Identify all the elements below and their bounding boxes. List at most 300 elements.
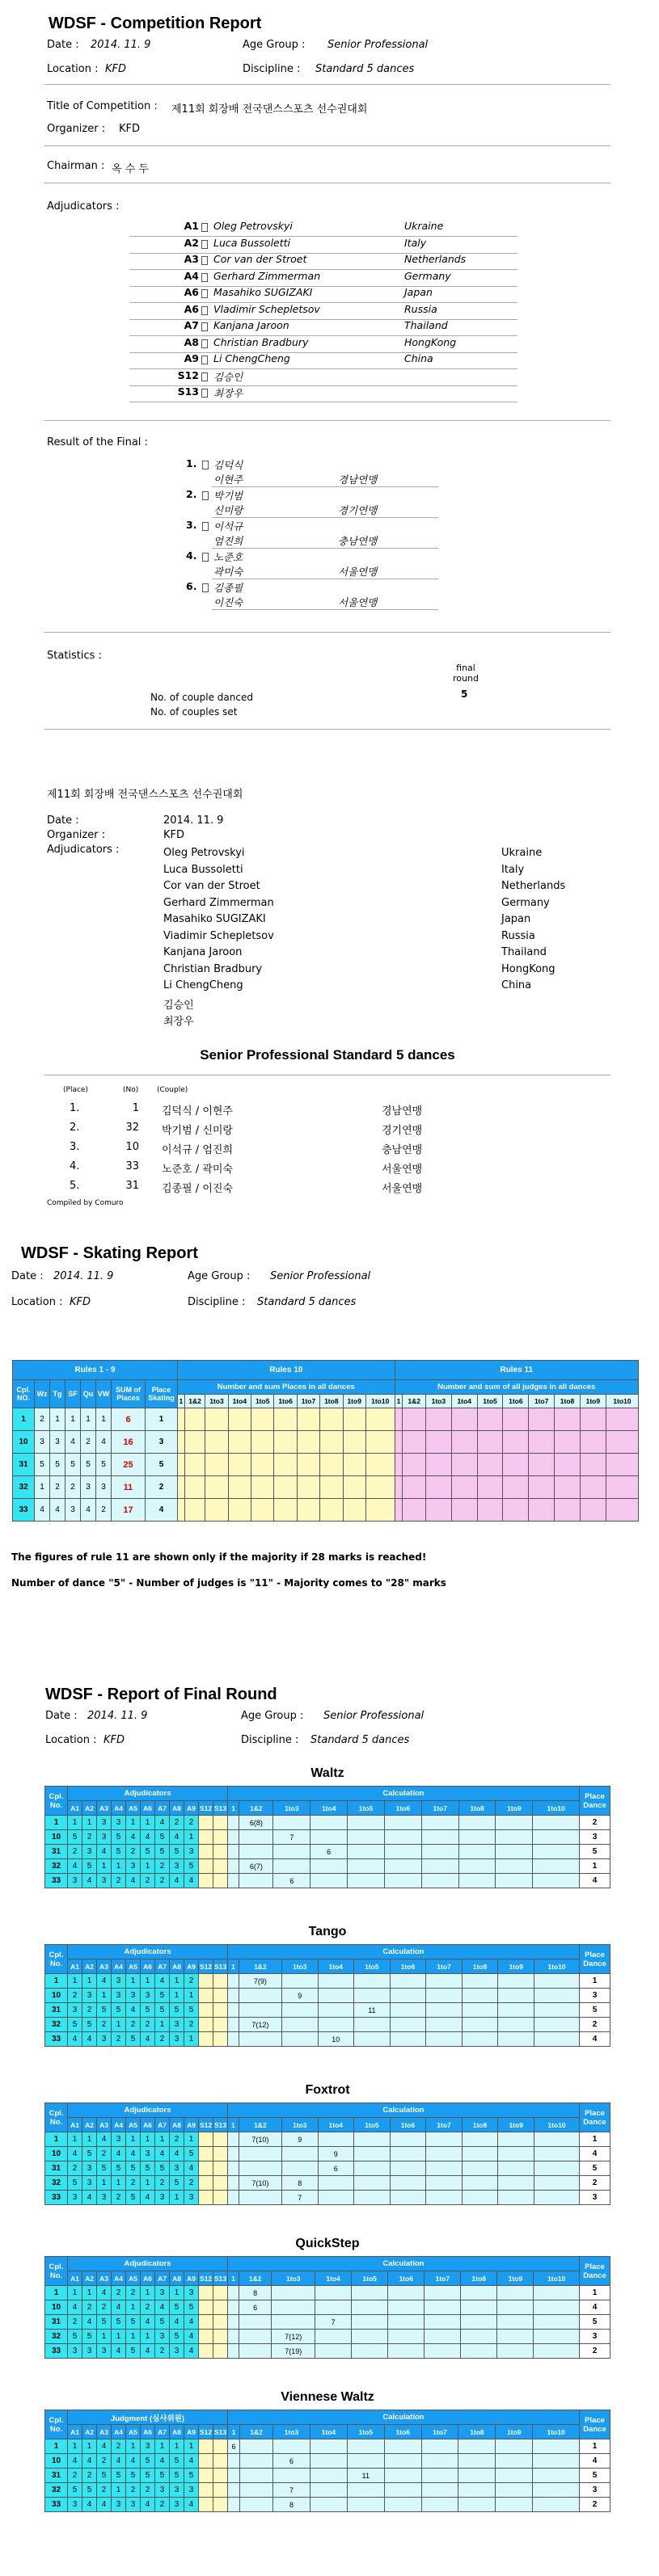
calc-cell: [498, 1989, 534, 2003]
final-dance-table: [44, 1944, 610, 2047]
judge-mark-empty: [213, 2454, 228, 2469]
calc-cell: [354, 2032, 391, 2047]
no-header: (No): [123, 1086, 139, 1094]
calc-cell: [228, 2032, 239, 2047]
calc-cell: [348, 1874, 385, 1888]
summary-place: 3.: [70, 1141, 80, 1153]
summary-place: 5.: [70, 1180, 80, 1192]
calc-cell: [310, 2469, 347, 2483]
calc-cell: [390, 2018, 426, 2032]
calc-cell: 8: [281, 2176, 318, 2191]
calc-col-header: 1to3: [281, 2118, 318, 2132]
calc-cell: [281, 2018, 318, 2032]
judge-mark: 4: [184, 2330, 199, 2344]
report-title: WDSF - Competition Report: [49, 15, 262, 32]
result-male: 이석규: [213, 520, 243, 532]
place-dance: 3: [580, 1989, 610, 2003]
calc-cell: [498, 2147, 534, 2161]
judge-mark: 1: [184, 2439, 199, 2454]
judge-mark-empty: [213, 1859, 228, 1874]
dance-place: 5: [65, 1454, 81, 1476]
judge-mark: 5: [141, 2003, 155, 2018]
calc-cell: [388, 2330, 425, 2344]
judge-mark: 2: [184, 2176, 199, 2191]
calc-cell: [239, 2330, 271, 2344]
adjudicators-header: Adjudicators: [68, 1787, 228, 1801]
result-male: 김종필: [213, 582, 243, 594]
calc-col-header: 1: [228, 2118, 239, 2132]
judge-mark: 1: [112, 1859, 126, 1874]
place-dance: 3: [580, 2483, 610, 2498]
judge-mark: 4: [184, 2315, 199, 2330]
checkbox-glyph: [202, 461, 209, 469]
adjudicator-name: Oleg Petrovskyi: [213, 220, 293, 232]
result-row: [162, 488, 437, 520]
rule11-cell: [395, 1499, 403, 1522]
final-dance-table: [44, 1786, 610, 1888]
calc-cell: [384, 2483, 421, 2498]
dance-place: 3: [96, 1476, 112, 1499]
place-skating: 5: [146, 1454, 178, 1476]
judge-mark-empty: [199, 1816, 213, 1830]
judge-mark: 3: [97, 1830, 112, 1845]
judge-mark: 2: [97, 2018, 112, 2032]
age-value: Senior Professional: [323, 1710, 425, 1722]
judge-mark: 3: [82, 1989, 97, 2003]
calc-cell: [390, 2132, 426, 2147]
adjudicator-name: Luca Bussoletti: [213, 236, 291, 249]
judge-mark-empty: [213, 1874, 228, 1888]
judge-mark: 3: [170, 2483, 184, 2498]
rule11-cell: [503, 1499, 529, 1522]
rule10-cell: [274, 1499, 297, 1522]
summary-no: 10: [125, 1141, 139, 1153]
adjudicator-row: [129, 369, 517, 386]
stats-label: Statistics :: [47, 650, 102, 662]
discipline-label: Discipline :: [243, 63, 301, 75]
rule10-cell: [320, 1476, 343, 1499]
judge-col-header: S12: [199, 1801, 213, 1816]
judge-col-header: A7: [155, 2271, 170, 2286]
calc-cell: [426, 1974, 463, 1989]
dance-title: Viennese Waltz: [281, 2390, 374, 2404]
rule10-cell: [320, 1454, 343, 1476]
checkbox-glyph: [201, 223, 208, 232]
judge-mark: 5: [97, 2003, 112, 2018]
dance-title: QuickStep: [295, 2237, 360, 2250]
calc-col-header: 1: [228, 1959, 239, 1974]
location-label: Location :: [11, 1296, 63, 1308]
judge-mark: 5: [112, 2469, 126, 2483]
calc-cell: [534, 2286, 580, 2300]
rule11-cell: [529, 1499, 555, 1522]
judge-mark: 2: [82, 1830, 97, 1845]
judge-mark: 5: [97, 2161, 112, 2176]
couple-number: 10: [45, 1989, 68, 2003]
couple-number: 33: [45, 2032, 68, 2047]
judge-mark: 4: [68, 1859, 82, 1874]
judge-mark-empty: [199, 2330, 213, 2344]
calc-cell: [315, 2344, 352, 2359]
calc-col-header: 1to8: [555, 1395, 581, 1408]
calc-cell: [462, 1974, 498, 1989]
judge-mark: 5: [112, 1845, 126, 1859]
location-value: KFD: [70, 1296, 91, 1308]
result-club: 서울연맹: [338, 596, 378, 608]
rule11-cell: [606, 1454, 638, 1476]
judge-mark: 2: [170, 1816, 184, 1830]
rule10-cell: [297, 1499, 319, 1522]
calc-cell: [426, 2176, 463, 2191]
judge-mark-empty: [199, 1974, 213, 1989]
judge-mark-empty: [213, 2161, 228, 2176]
calc-cell: [462, 2191, 498, 2205]
rule10-cell: [365, 1454, 395, 1476]
calc-cell: [497, 2300, 534, 2315]
calc-cell: [498, 2018, 534, 2032]
summary-adjudicator-name: Viadimir Schepletsov: [163, 929, 274, 942]
judge-mark-empty: [199, 2191, 213, 2205]
judge-col-header: A1: [68, 1959, 82, 1974]
calc-cell: 7(12): [239, 2018, 281, 2032]
calc-col-header: 1to10: [606, 1395, 638, 1408]
calc-cell: [310, 1830, 348, 1845]
calc-cell: [534, 2161, 579, 2176]
calc-cell: [354, 1989, 391, 2003]
calc-cell: 7: [273, 1830, 310, 1845]
judge-mark: 2: [112, 2286, 126, 2300]
calc-cell: [354, 2147, 391, 2161]
summary-adjudicator-country: China: [501, 979, 532, 991]
calc-col-header: 1to9: [343, 1395, 365, 1408]
rule10-cell: [274, 1476, 297, 1499]
calc-cell: [310, 2439, 347, 2454]
age-value: Senior Professional: [327, 39, 429, 51]
judge-mark: 4: [170, 2315, 184, 2330]
couple-number: 10: [45, 2147, 68, 2161]
calc-col-header: 1to7: [421, 1801, 458, 1816]
judge-mark-empty: [213, 2018, 228, 2032]
judge-mark: 5: [141, 2469, 155, 2483]
place-dance: 4: [580, 2300, 610, 2315]
calc-cell: [533, 1816, 580, 1830]
checkbox-glyph: [202, 522, 209, 531]
summary-adjudicator-country: Italy: [501, 863, 525, 876]
judge-mark: 2: [155, 2498, 170, 2512]
judge-mark: 5: [82, 2330, 97, 2344]
dance-place: 1: [96, 1408, 112, 1431]
final-row: [45, 2132, 610, 2147]
divider: [44, 420, 610, 421]
judge-mark: 3: [97, 2344, 112, 2359]
skating-row: [13, 1454, 639, 1476]
final-row: [45, 2176, 610, 2191]
judge-mark: 4: [184, 2344, 199, 2359]
age-label: Age Group :: [243, 39, 306, 51]
judge-mark-empty: [199, 2147, 213, 2161]
judge-col-header: A2: [82, 1801, 97, 1816]
judge-col-header: S13: [213, 1801, 228, 1816]
calc-col-header: 1to6: [388, 2271, 425, 2286]
calc-cell: [228, 2344, 239, 2359]
summary-adjudicator-country: Japan: [501, 913, 531, 925]
judge-mark: 1: [82, 2286, 97, 2300]
calc-cell: [352, 2344, 388, 2359]
checkbox-glyph: [202, 583, 209, 592]
adjudicator-code: A2: [184, 236, 199, 249]
judge-mark: 4: [112, 2147, 126, 2161]
rule11-cell: [395, 1454, 403, 1476]
judge-mark: 3: [170, 2498, 184, 2512]
judge-mark: 5: [141, 2161, 155, 2176]
judge-mark: 4: [97, 1845, 112, 1859]
calc-cell: [239, 2315, 271, 2330]
judge-col-header: A9: [184, 1959, 199, 1974]
adjudicator-row: [129, 270, 517, 287]
judge-col-header: A3: [97, 2118, 112, 2132]
judge-mark: 1: [68, 2439, 82, 2454]
calc-cell: 9: [318, 2147, 354, 2161]
judge-mark: 2: [126, 2018, 141, 2032]
calc-cell: [390, 2176, 426, 2191]
judge-mark: 5: [155, 2315, 170, 2330]
judge-mark: 5: [184, 2300, 199, 2315]
judge-mark: 5: [97, 2469, 112, 2483]
couple-number: 32: [45, 2018, 68, 2032]
calc-cell: [496, 1859, 533, 1874]
judge-mark: 1: [155, 2132, 170, 2147]
calc-cell: [228, 2315, 239, 2330]
rule11-cell: [477, 1408, 503, 1431]
judge-mark: 3: [68, 1874, 82, 1888]
calc-cell: [239, 2439, 272, 2454]
calc-col-header: 1to9: [496, 2425, 533, 2439]
calc-cell: [310, 1816, 348, 1830]
judge-mark-empty: [213, 2315, 228, 2330]
rule11-cell: [606, 1431, 638, 1454]
calc-cell: [496, 1816, 533, 1830]
calc-cell: [384, 1830, 421, 1845]
calc-col-header: 1to4: [315, 2271, 352, 2286]
calc-cell: [534, 2032, 579, 2047]
judge-mark: 4: [184, 1874, 199, 1888]
judge-mark: 5: [68, 2330, 82, 2344]
judge-mark: 4: [82, 2315, 97, 2330]
judge-col-header: A8: [170, 2425, 184, 2439]
judge-col-header: A6: [141, 2118, 155, 2132]
calc-cell: [388, 2300, 425, 2315]
adjudicators-header: Adjudicators: [68, 2103, 228, 2118]
calc-cell: [496, 2439, 533, 2454]
calculation-header: Calculation: [228, 2410, 580, 2425]
judge-mark: 3: [141, 2439, 155, 2454]
calc-cell: [498, 1974, 534, 1989]
result-row: [162, 519, 437, 551]
rule10-cell: [343, 1499, 365, 1522]
calc-cell: [458, 1874, 496, 1888]
place-dance: 3: [580, 2330, 610, 2344]
couple-number: 1: [45, 2286, 68, 2300]
judge-mark: 5: [184, 1859, 199, 1874]
calc-cell: [354, 2191, 391, 2205]
judge-col-header: A7: [155, 2118, 170, 2132]
judge-mark-empty: [199, 2315, 213, 2330]
judge-mark: 3: [97, 2032, 112, 2047]
calc-cell: [228, 1874, 239, 1888]
calc-col-header: 1to3: [273, 1801, 310, 1816]
calc-col-header: 1to3: [425, 1395, 451, 1408]
couple-number: 1: [45, 1974, 68, 1989]
judge-mark: 4: [155, 1816, 170, 1830]
calc-cell: [239, 2498, 272, 2512]
judge-mark: 2: [126, 2286, 141, 2300]
calc-cell: [390, 2032, 426, 2047]
calc-cell: [458, 2469, 496, 2483]
calc-cell: 10: [318, 2032, 354, 2047]
discipline-label: Discipline :: [241, 1734, 299, 1746]
discipline-value: Standard 5 dances: [257, 1296, 357, 1308]
calc-cell: 7(10): [239, 2132, 281, 2147]
judge-mark: 1: [141, 2286, 155, 2300]
result-place: 3.: [186, 519, 197, 531]
judge-mark-empty: [213, 2147, 228, 2161]
judge-mark: 1: [155, 2439, 170, 2454]
judge-mark: 3: [155, 2286, 170, 2300]
couple-number: 31: [45, 1845, 68, 1859]
judge-mark: 3: [155, 2191, 170, 2205]
adjudicator-name: Vladimir Schepletsov: [213, 302, 320, 315]
judge-mark: 5: [155, 2161, 170, 2176]
rule10-cell: [178, 1408, 185, 1431]
rule11-cell: [477, 1499, 503, 1522]
rule11-cell: [403, 1408, 426, 1431]
judge-mark: 2: [97, 2147, 112, 2161]
calc-cell: [318, 2132, 354, 2147]
judge-mark: 3: [126, 2498, 141, 2512]
calc-cell: [458, 1859, 496, 1874]
calc-cell: [228, 2483, 240, 2498]
adjudicator-country: Italy: [404, 236, 427, 249]
calc-cell: [496, 2498, 533, 2512]
summary-club: 서울연맹: [382, 1183, 423, 1195]
result-female: 엄진희: [213, 535, 243, 547]
dance-place: 2: [81, 1431, 96, 1454]
couple-number: 10: [45, 2300, 68, 2315]
calc-cell: [388, 2315, 425, 2330]
dance-place: 5: [96, 1454, 112, 1476]
final-row: [45, 1845, 610, 1859]
rule11-cell: [477, 1454, 503, 1476]
cpl-header: Cpl. No.: [45, 2257, 68, 2286]
skating-row: [13, 1499, 639, 1522]
checkbox-glyph: [201, 289, 208, 298]
result-club: 충남연맹: [338, 535, 378, 547]
final-row: [45, 1816, 610, 1830]
location-value: KFD: [105, 63, 127, 75]
judge-mark: 3: [170, 1859, 184, 1874]
calculation-header: Calculation: [228, 2103, 580, 2118]
final-dance-table: [44, 2102, 610, 2205]
judge-col-header: A9: [184, 1801, 199, 1816]
judge-mark-empty: [199, 2439, 213, 2454]
judge-col-header: A4: [112, 1959, 126, 1974]
judge-mark: 3: [68, 2191, 82, 2205]
judge-mark-empty: [213, 2003, 228, 2018]
couple-number: 10: [13, 1431, 35, 1454]
adjudicator-name: 김승인: [213, 370, 243, 383]
rule11-cell: [503, 1476, 529, 1499]
judge-mark: 2: [126, 2483, 141, 2498]
judge-col-header: A6: [141, 1959, 155, 1974]
calc-cell: [310, 1859, 348, 1874]
summary-adjudicator-name: Masahiko SUGIZAKI: [163, 913, 266, 925]
adjudicator-row: [129, 319, 517, 336]
summary-adjudicator-name: Luca Bussoletti: [163, 863, 243, 876]
rule11-cell: [403, 1499, 426, 1522]
calc-cell: [347, 2439, 384, 2454]
calc-cell: [384, 1859, 421, 1874]
judge-mark: 1: [141, 2176, 155, 2191]
calc-col-header: 1to8: [462, 2118, 498, 2132]
rule10-cell: [184, 1408, 205, 1431]
judge-col-header: S12: [199, 2425, 213, 2439]
couple-number: 32: [45, 2330, 68, 2344]
couple-number: 33: [13, 1499, 35, 1522]
calc-col-header: 1to6: [274, 1395, 297, 1408]
checkbox-glyph: [201, 273, 208, 282]
adjudicator-name: 최장우: [213, 387, 243, 399]
calc-cell: [347, 2454, 384, 2469]
calc-cell: [228, 2330, 239, 2344]
judge-col-header: A1: [68, 1801, 82, 1816]
couple-number: 31: [45, 2315, 68, 2330]
rule10-cell: [320, 1408, 343, 1431]
dance-place: 4: [81, 1499, 96, 1522]
judge-mark: 5: [170, 1845, 184, 1859]
skating-col-header: Wz: [35, 1380, 50, 1408]
judge-mark: 3: [155, 2330, 170, 2344]
summary-organizer: KFD: [163, 829, 185, 841]
judge-mark: 3: [170, 2344, 184, 2359]
place-dance: 4: [580, 2032, 610, 2047]
rule10-cell: [178, 1476, 185, 1499]
calc-cell: [273, 1859, 310, 1874]
summary-place: 2.: [70, 1122, 80, 1134]
judge-mark: 3: [170, 2018, 184, 2032]
rule11-cell: [580, 1476, 606, 1499]
calc-cell: [228, 2161, 239, 2176]
judge-mark: 5: [112, 2161, 126, 2176]
place-dance: 5: [580, 1845, 610, 1859]
rule10-cell: [251, 1476, 274, 1499]
summary-adjudicator-name: Gerhard Zimmerman: [163, 896, 274, 909]
judge-mark: 2: [68, 2161, 82, 2176]
judge-mark: 3: [170, 2032, 184, 2047]
calc-cell: [354, 1974, 391, 1989]
calc-cell: [272, 2286, 315, 2300]
calc-col-header: 1to10: [365, 1395, 395, 1408]
final-row: [45, 2469, 610, 2483]
adjudicator-code: S13: [177, 385, 199, 398]
calc-col-header: 1to8: [458, 1801, 496, 1816]
calc-cell: [421, 1816, 458, 1830]
calc-cell: [352, 2330, 388, 2344]
judge-col-header: A1: [68, 2118, 82, 2132]
judge-mark: 3: [184, 1845, 199, 1859]
rule10-cell: [343, 1408, 365, 1431]
calc-col-header: 1: [178, 1395, 185, 1408]
judge-col-header: A3: [97, 1801, 112, 1816]
